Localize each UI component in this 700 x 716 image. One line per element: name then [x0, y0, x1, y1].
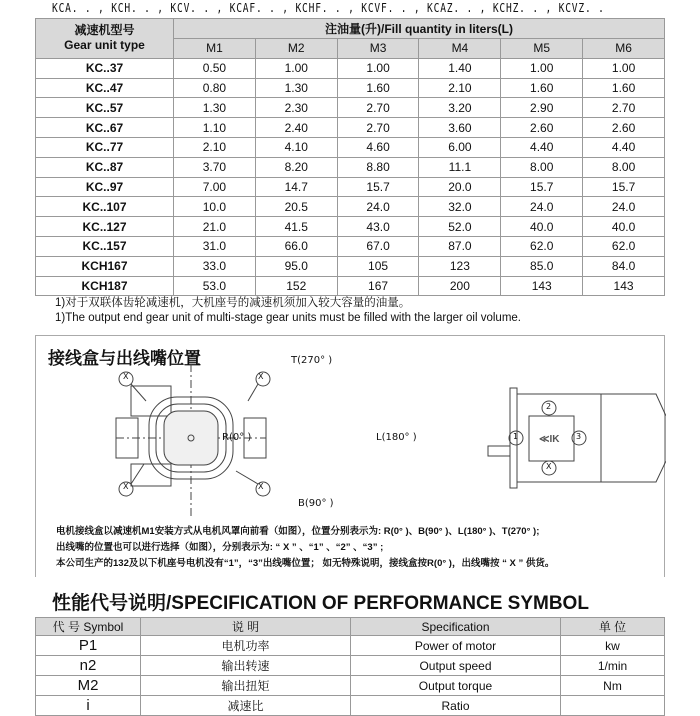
spec-symbol: P1	[36, 636, 141, 656]
fill-value: 85.0	[501, 256, 583, 276]
fill-value: 200	[419, 276, 501, 296]
fill-value: 4.40	[501, 137, 583, 157]
fill-header: 注油量(升)/Fill quantity in liters(L)	[174, 19, 665, 39]
column-header: M4	[419, 39, 501, 59]
x-label: X	[123, 372, 129, 381]
table-row	[36, 217, 665, 237]
spec-title: 性能代号说明/SPECIFICATION OF PERFORMANCE SYMBOL	[52, 593, 589, 614]
fill-value: 1.30	[255, 78, 337, 98]
table-row	[36, 256, 665, 276]
table-row	[36, 676, 665, 696]
fill-value: 143	[501, 276, 583, 296]
spec-header-en: Specification	[351, 618, 561, 636]
spec-cn: 输出扭矩	[141, 676, 351, 696]
fill-value: 84.0	[583, 256, 665, 276]
fill-value: 52.0	[419, 217, 501, 237]
gear-type: KC..77	[36, 137, 174, 157]
spec-cn: 减速比	[141, 696, 351, 716]
spec-table	[35, 617, 665, 716]
wiring-section	[35, 335, 665, 577]
fill-value: 95.0	[255, 256, 337, 276]
label-t: T(270° )	[291, 355, 333, 366]
fill-value: 4.40	[583, 137, 665, 157]
fill-value: 1.40	[419, 58, 501, 78]
spec-cn: 输出转速	[141, 656, 351, 676]
label-r: R(0° )	[222, 432, 252, 443]
fill-value: 2.90	[501, 98, 583, 118]
fill-value: 3.70	[174, 157, 256, 177]
wiring-note: 本公司生产的132及以下机座号电机没有“1”，“3”出线嘴位置； 如无特殊说明，接线盒按R(0° )，出线嘴按 “ X ” 供货。	[56, 558, 555, 569]
fill-value: 15.7	[337, 177, 419, 197]
fill-value: 2.30	[255, 98, 337, 118]
fill-value: 1.00	[255, 58, 337, 78]
type-header	[36, 19, 174, 59]
gear-type: KC..37	[36, 58, 174, 78]
fill-value: 14.7	[255, 177, 337, 197]
fill-value: 123	[419, 256, 501, 276]
fill-value: 2.40	[255, 118, 337, 138]
spec-symbol: i	[36, 696, 141, 716]
wiring-note: 电机接线盒以减速机M1安装方式从电机风罩向前看（如图），位置分别表示为: R(0° )、B(90° )、L(180° )、T(270° );	[56, 526, 540, 537]
fill-value: 40.0	[583, 217, 665, 237]
fill-value: 8.20	[255, 157, 337, 177]
column-header: M5	[501, 39, 583, 59]
spec-unit	[561, 696, 665, 716]
x-label: X	[258, 372, 264, 381]
fill-value: 1.00	[501, 58, 583, 78]
fill-value: 10.0	[174, 197, 256, 217]
column-header: M6	[583, 39, 665, 59]
fill-value: 8.00	[501, 157, 583, 177]
column-header: M3	[337, 39, 419, 59]
table-row	[36, 157, 665, 177]
fill-value: 2.70	[583, 98, 665, 118]
fill-value: 62.0	[501, 236, 583, 256]
outlet-1-label: 1	[513, 432, 519, 441]
spec-en: Ratio	[351, 696, 561, 716]
fill-value: 1.00	[583, 58, 665, 78]
fill-value: 21.0	[174, 217, 256, 237]
fill-value: 2.60	[583, 118, 665, 138]
type-header-cn: 减速机型号	[74, 23, 135, 38]
note-en: 1)The output end gear unit of multi-stage gear units must be filled with the larger oil volume.	[55, 312, 521, 324]
fill-value: 2.70	[337, 118, 419, 138]
spec-unit: Nm	[561, 676, 665, 696]
gear-type: KC..107	[36, 197, 174, 217]
spec-unit: kw	[561, 636, 665, 656]
fill-value: 4.60	[337, 137, 419, 157]
fill-value: 11.1	[419, 157, 501, 177]
wiring-title: 接线盒与出线嘴位置	[48, 349, 201, 368]
fill-value: 15.7	[501, 177, 583, 197]
table-row	[36, 696, 665, 716]
spec-symbol: M2	[36, 676, 141, 696]
fill-value: 1.00	[337, 58, 419, 78]
gear-type: KC..87	[36, 157, 174, 177]
spec-en: Power of motor	[351, 636, 561, 656]
table-row	[36, 98, 665, 118]
oil-fill-table	[35, 18, 665, 296]
table-row	[36, 78, 665, 98]
fill-value: 41.5	[255, 217, 337, 237]
gear-type: KC..127	[36, 217, 174, 237]
column-header: M1	[174, 39, 256, 59]
series-line: KCA. . , KCH. . , KCV. . , KCAF. . , KCHF. . , KCVF. . , KCAZ. . , KCHZ. . , KCVZ. .	[52, 1, 605, 15]
fill-value: 1.60	[501, 78, 583, 98]
fill-value: 20.0	[419, 177, 501, 197]
fill-value: 2.10	[174, 137, 256, 157]
fill-value: 0.50	[174, 58, 256, 78]
fill-value: 87.0	[419, 236, 501, 256]
fill-value: 105	[337, 256, 419, 276]
table-row	[36, 197, 665, 217]
gear-type: KC..57	[36, 98, 174, 118]
fill-value: 3.60	[419, 118, 501, 138]
oil-notes	[55, 296, 521, 326]
fill-value: 40.0	[501, 217, 583, 237]
spec-header-unit: 单 位	[561, 618, 665, 636]
gear-type: KC..157	[36, 236, 174, 256]
spec-cn: 电机功率	[141, 636, 351, 656]
fill-value: 1.60	[583, 78, 665, 98]
terminal-box-diagram	[36, 336, 666, 521]
spec-en: Output torque	[351, 676, 561, 696]
fill-value: 8.00	[583, 157, 665, 177]
gear-type: KC..47	[36, 78, 174, 98]
table-row	[36, 656, 665, 676]
gear-type: KC..67	[36, 118, 174, 138]
fill-value: 20.5	[255, 197, 337, 217]
fill-value: 2.60	[501, 118, 583, 138]
x-label: X	[546, 462, 552, 471]
column-header: M2	[255, 39, 337, 59]
x-label: X	[123, 482, 129, 491]
table-row	[36, 636, 665, 656]
table-row	[36, 276, 665, 296]
outlet-2-label: 2	[546, 402, 552, 411]
fill-value: 53.0	[174, 276, 256, 296]
fill-value: 33.0	[174, 256, 256, 276]
fill-value: 0.80	[174, 78, 256, 98]
fill-value: 143	[583, 276, 665, 296]
fill-value: 62.0	[583, 236, 665, 256]
gear-type: KCH187	[36, 276, 174, 296]
fill-value: 1.60	[337, 78, 419, 98]
fill-value: 24.0	[337, 197, 419, 217]
table-row	[36, 236, 665, 256]
fill-value: 167	[337, 276, 419, 296]
fill-value: 2.70	[337, 98, 419, 118]
fill-value: 6.00	[419, 137, 501, 157]
spec-symbol: n2	[36, 656, 141, 676]
gear-type: KCH167	[36, 256, 174, 276]
spec-en: Output speed	[351, 656, 561, 676]
wiring-note: 出线嘴的位置也可以进行选择（如图），分别表示为: “ X ” 、“1” 、“2” 、“3” ;	[56, 542, 384, 553]
spec-header-cn: 说 明	[141, 618, 351, 636]
x-label: X	[258, 482, 264, 491]
table-row	[36, 177, 665, 197]
fill-value: 8.80	[337, 157, 419, 177]
note-cn: 1)对于双联体齿轮减速机，大机座号的减速机须加入较大容量的油量。	[55, 297, 411, 309]
fill-value: 32.0	[419, 197, 501, 217]
fill-value: 67.0	[337, 236, 419, 256]
fill-value: 2.10	[419, 78, 501, 98]
spec-unit: 1/min	[561, 656, 665, 676]
fill-value: 24.0	[583, 197, 665, 217]
fill-value: 1.30	[174, 98, 256, 118]
fill-value: 152	[255, 276, 337, 296]
spec-header-symbol: 代 号 Symbol	[36, 618, 141, 636]
label-b: B(90° )	[298, 498, 334, 509]
outlet-3-label: 3	[576, 432, 582, 441]
fill-value: 31.0	[174, 236, 256, 256]
svg-text:≪IK: ≪IK	[539, 434, 560, 445]
wiring-notes	[56, 524, 554, 572]
fill-value: 1.10	[174, 118, 256, 138]
table-row	[36, 58, 665, 78]
table-row	[36, 137, 665, 157]
fill-value: 4.10	[255, 137, 337, 157]
fill-value: 66.0	[255, 236, 337, 256]
gear-type: KC..97	[36, 177, 174, 197]
fill-value: 15.7	[583, 177, 665, 197]
type-header-en: Gear unit type	[64, 38, 145, 53]
table-row	[36, 118, 665, 138]
label-l: L(180° )	[376, 432, 417, 443]
fill-value: 24.0	[501, 197, 583, 217]
fill-value: 3.20	[419, 98, 501, 118]
fill-value: 43.0	[337, 217, 419, 237]
fill-value: 7.00	[174, 177, 256, 197]
